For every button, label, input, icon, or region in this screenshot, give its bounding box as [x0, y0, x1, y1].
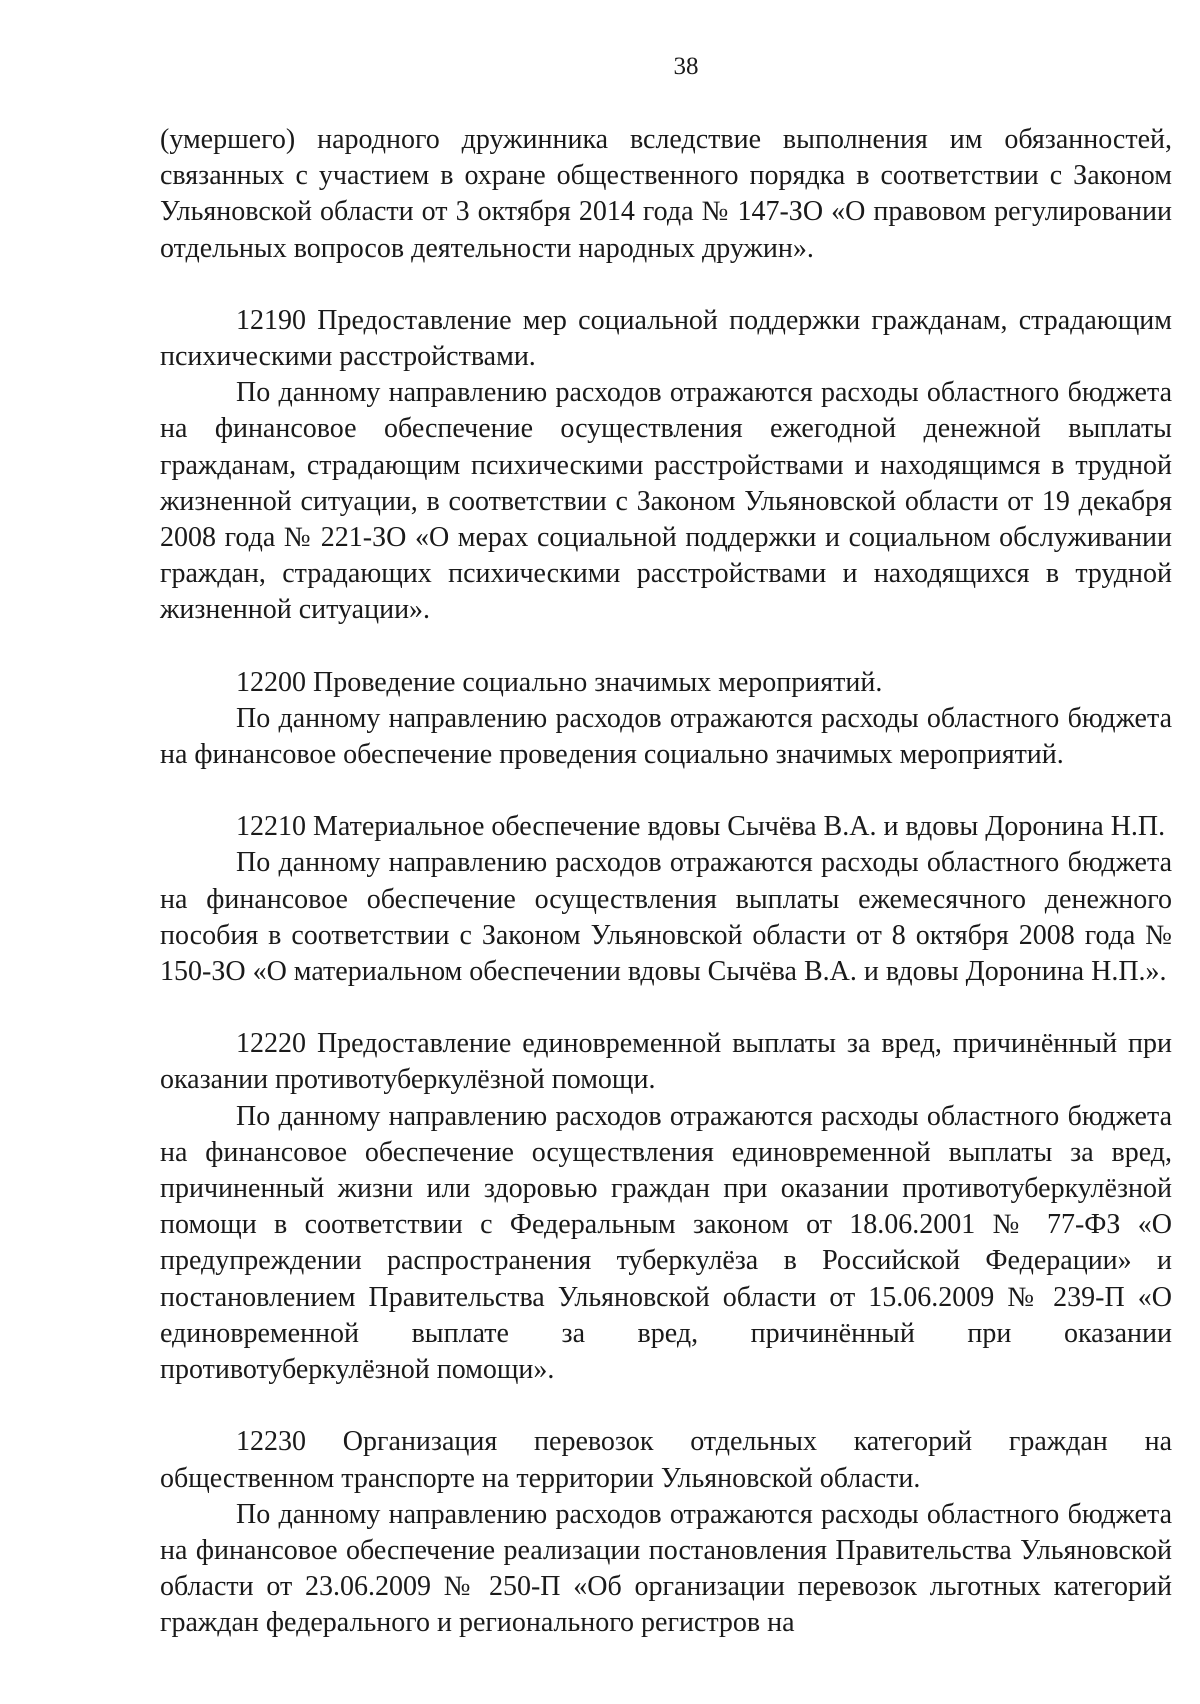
- section-body-12220: По данному направлению расходов отражаются расходы областного бюджета на финансовое обеспечение осуществления единовременной выплаты за вред, причиненный жизни или здоровью граждан при оказании противотуберкулёзной помощи в соответствии с Федеральным законом от 18.06.2001 № 77-ФЗ «О предупреждении распространения туберкулёза в Российской Федерации» и постановлением Правительства Ульяновской области от 15.06.2009 № 239-П «О единовременной выплате за вред, причинённый при оказании противотуберкулёзной помощи».: [160, 1100, 1172, 1386]
- section-heading-12220: 12220 Предоставление единовременной выплаты за вред, причинённый при оказании противотуберкулёзной помощи.: [160, 1028, 1172, 1096]
- section-body-12210: По данному направлению расходов отражаются расходы областного бюджета на финансовое обеспечение осуществления выплаты ежемесячного денежного пособия в соответствии с Законом Ульяновской области от 8 октября 2008 года № 150-ЗО «О материальном обеспечении вдовы Сычёва В.А. и вдовы Доронина Н.П.».: [160, 847, 1172, 988]
- section-gap: [160, 629, 1172, 665]
- section-body-12190: По данному направлению расходов отражаются расходы областного бюджета на финансовое обеспечение осуществления ежегодной денежной выплаты гражданам, страдающим психическими расстройствами и находящимся в трудной жизненной ситуации, в соответствии с Законом Ульяновской области от 19 декабря 2008 года № 221-ЗО «О мерах социальной поддержки и социальном обслуживании граждан, страдающих психическими расстройствами и находящихся в трудной жизненной ситуации».: [160, 377, 1172, 626]
- section-heading-12190: 12190 Предоставление мер социальной поддержки гражданам, страдающим психическими расстройствами.: [160, 304, 1172, 373]
- paragraph-continuation: (умершего) народного дружинника вследствие выполнения им обязанностей, связанных с участием в охране общественного порядка в соответствии с Законом Ульяновской области от 3 октября 2014 года № 147-ЗО «О правовом регулировании отдельных вопросов деятельности народных дружин».: [160, 124, 1172, 264]
- section-heading-12210: 12210 Материальное обеспечение вдовы Сычёва В.А. и вдовы Доронина Н.П.: [236, 811, 1166, 843]
- section-gap: [160, 773, 1172, 809]
- section-heading-12200: 12200 Проведение социально значимых мероприятий.: [236, 666, 883, 698]
- section-gap: [160, 1388, 1172, 1424]
- section-body-12200: По данному направлению расходов отражаются расходы областного бюджета на финансовое обеспечение проведения социально значимых мероприятий.: [160, 702, 1172, 771]
- page-number: 38: [673, 53, 699, 80]
- section-body-12230: По данному направлению расходов отражаются расходы областного бюджета на финансовое обеспечение реализации постановления Правительства Ульяновской области от 23.06.2009 № 250-П «Об организации перевозок льготных категорий граждан федерального и регионального регистров на: [160, 1498, 1172, 1639]
- section-gap: [160, 990, 1172, 1026]
- document-page: [160, 52, 1172, 1642]
- section-gap: [160, 267, 1172, 303]
- section-heading-12230: 12230 Организация перевозок отдельных категорий граждан на общественном транспорте на территории Ульяновской области.: [160, 1426, 1172, 1494]
